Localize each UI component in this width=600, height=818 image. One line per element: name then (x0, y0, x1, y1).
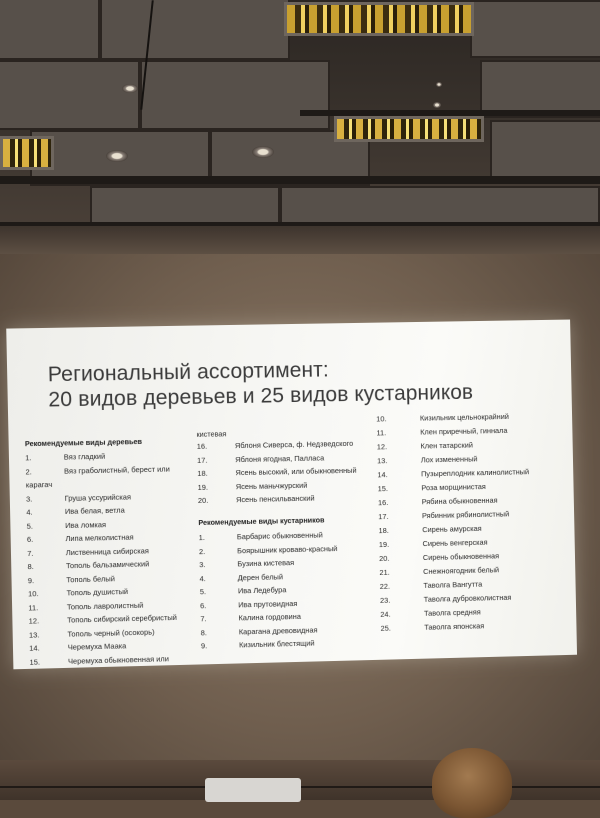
list-item-number: 16. (378, 496, 398, 510)
list-item-name: Клен приречный, гиннала (420, 424, 507, 440)
list-item-name: Ива Ледебура (238, 583, 287, 598)
list-item-name: Роза морщинистая (421, 480, 486, 495)
list-item-name: Ясень пенсильванский (236, 492, 315, 507)
list-item-name: Кизильник блестящий (239, 637, 315, 652)
list-item-name: Таволга японская (424, 619, 484, 634)
ceiling-tile (470, 0, 600, 58)
list-item-name: Тополь черный (осокорь) (67, 625, 154, 641)
ceiling-downlight (433, 102, 441, 108)
list-item-number: 10. (28, 587, 49, 601)
list-item-name: Таволга средняя (424, 605, 481, 620)
list-item-number: 13. (29, 628, 50, 642)
list-item-name: Таволга дубровколистная (424, 591, 512, 607)
ceiling-beam (0, 176, 600, 184)
tree-list (25, 448, 211, 669)
ceiling-downlight (122, 84, 138, 93)
ceiling-tile (0, 60, 140, 130)
list-item-name: Сирень венгерская (422, 536, 487, 551)
list-item-number: 2. (199, 544, 219, 558)
list-item-number: 3. (199, 558, 219, 572)
list-item-name: Лиственница сибирская (66, 544, 149, 559)
list-item-name: Клен татарский (420, 439, 473, 454)
list-item-number: 11. (28, 600, 49, 614)
slide-title (48, 354, 549, 413)
list-item-name: Черемуха обыкновенная или (68, 652, 169, 668)
list-item (198, 490, 388, 508)
list-item-name: Лох измененный (421, 452, 478, 467)
list-item-number: 9. (28, 573, 49, 587)
list-item-number: 6. (200, 598, 220, 612)
projector-device (205, 778, 301, 802)
list-item-name: Тополь сибирский серебристый (67, 611, 177, 627)
slide-title-line1: Региональный ассортимент: (48, 354, 548, 388)
list-item-number: 3. (26, 492, 47, 506)
list-item-number: 25. (380, 621, 400, 635)
list-item-number: 22. (380, 580, 400, 594)
list-item-number: 17. (378, 510, 398, 524)
ceiling-tile (280, 186, 600, 226)
list-item-number: 1. (199, 531, 219, 545)
wall-valance (0, 226, 600, 254)
list-item-name: Карагана древовидная (239, 623, 318, 638)
list-item-name: Вяз гладкий (64, 450, 106, 464)
list-item-number: 6. (27, 532, 48, 546)
ceiling-downlight (252, 146, 274, 158)
list-item-name: карагач (26, 478, 53, 492)
list-item-number: 7. (27, 546, 48, 560)
list-item-number: 8. (201, 625, 221, 639)
list-item-number: 15. (29, 655, 50, 669)
list-item-name: Рябина обыкновенная (422, 494, 498, 510)
list-item-name: Пузыреплодник калинолистный (421, 465, 529, 481)
list-item-name: Тополь лавролистный (67, 598, 144, 613)
ceiling-tile (140, 60, 330, 130)
list-item-name: Ива ломкая (65, 518, 106, 532)
list-item-name: Вяз граболистный, берест или (64, 462, 170, 478)
list-item-name: Кизильник цельнокрайний (420, 410, 509, 426)
list-item-name: Груша уссурийская (64, 490, 131, 505)
list-item-number: 7. (200, 612, 220, 626)
list-item-number: 1. (25, 451, 46, 465)
list-item-number: 21. (379, 566, 399, 580)
list-item-number: 24. (380, 607, 400, 621)
ceiling-light-panel (0, 136, 54, 170)
trees-heading: Рекомендуемые виды деревьев (25, 437, 142, 448)
list-item-name: Калина гордовина (238, 610, 301, 625)
list-item-number: 20. (198, 494, 218, 508)
list-item-name: Ива белая, ветла (65, 504, 125, 519)
list-item-number: 19. (197, 480, 217, 494)
ceiling-light-panel (334, 116, 484, 142)
list-item-number: 15. (378, 482, 398, 496)
list-item-name: Сирень амурская (422, 522, 482, 537)
list-item-number: 14. (29, 641, 50, 655)
list-item-number: 13. (377, 454, 397, 468)
list-item-number: 11. (376, 426, 396, 440)
list-item-number: 4. (199, 571, 219, 585)
shrubs-heading: Рекомендуемые виды кустарников (198, 515, 324, 527)
list-item-name: Барбарис обыкновенный (237, 528, 323, 543)
audience-head (432, 748, 512, 818)
ceiling (0, 0, 600, 232)
list-item-name: Боярышник кроваво-красный (237, 542, 338, 558)
shrub-list-continued (376, 409, 569, 636)
list-item-number: 5. (200, 585, 220, 599)
list-item-name: Бузина кистевая (237, 556, 294, 571)
list-item-number: 23. (380, 593, 400, 607)
list-item-name: Ясень маньчжурский (236, 478, 308, 493)
tree-list-continued (197, 436, 388, 507)
list-item-name: Яблоня ягодная, Палласа (235, 451, 324, 466)
list-item-number: 12. (377, 440, 397, 454)
list-item-name: Липа мелколистная (65, 531, 133, 546)
list-item-name: Черемуха Маака (68, 639, 127, 654)
list-item-name: Дерен белый (238, 570, 284, 585)
ceiling-tile (490, 120, 600, 180)
list-item-name: Тополь бальзамический (66, 557, 150, 572)
shrub-list (199, 527, 391, 653)
ceiling-beam (300, 110, 600, 116)
list-item-name: Сирень обыкновенная (423, 549, 499, 565)
list-item-number: 16. (197, 439, 217, 453)
list-item-number: 4. (26, 505, 47, 519)
list-item-number: 2. (25, 464, 46, 478)
ceiling-tile (0, 0, 100, 60)
list-item-number: 12. (29, 614, 50, 628)
list-item-name: Тополь белый (66, 572, 115, 587)
list-item-number: 14. (377, 468, 397, 482)
ceiling-downlight (106, 150, 128, 162)
list-item-number: 18. (378, 524, 398, 538)
tree-continuation-note: кистевая (196, 429, 226, 439)
list-item-number: 17. (197, 453, 217, 467)
list-item-number: 18. (197, 467, 217, 481)
ceiling-tile (90, 186, 280, 226)
list-item-number: 9. (201, 639, 221, 653)
list-item-name: Тополь душистый (66, 585, 128, 600)
ceiling-light-panel (284, 2, 474, 36)
list-item-name: Ясень высокий, или обыкновенный (235, 464, 356, 480)
list-item-number: 20. (379, 552, 399, 566)
ceiling-downlight (436, 82, 442, 87)
list-item-name: Яблоня Сиверса, ф. Недзведского (235, 437, 354, 453)
list-item-name: Ива прутовидная (238, 596, 297, 611)
list-item-name: Таволга Вангутта (423, 578, 482, 593)
list-item-number: 19. (379, 538, 399, 552)
list-item-number: 8. (27, 560, 48, 574)
list-item-name: Снежноягодник белый (423, 563, 499, 579)
slide-title-line2: 20 видов деревьев и 25 видов кустарников (48, 378, 548, 412)
list-item-number: 5. (27, 519, 48, 533)
list-item-name: Рябинник рябинолистный (422, 507, 509, 523)
list-item-number: 10. (376, 412, 396, 426)
projected-slide (6, 320, 577, 670)
ceiling-tile (100, 0, 290, 60)
